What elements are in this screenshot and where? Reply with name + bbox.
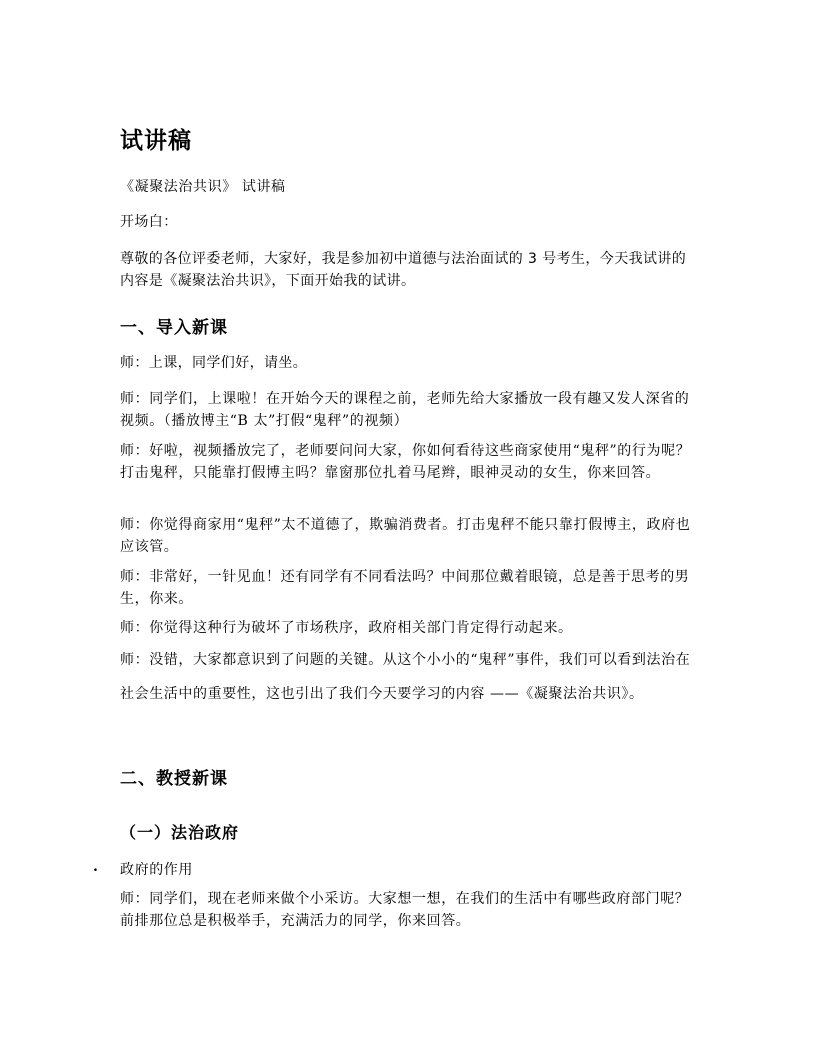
list-bullet: . bbox=[93, 859, 98, 875]
intro-paragraph-4: 师：你觉得商家用“鬼秤”太不道德了，欺骗消费者。打击鬼秤不能只靠打假博主，政府也应该管。 bbox=[120, 517, 691, 555]
intro-paragraph-1: 师：上课，同学们好，请坐。 bbox=[120, 355, 308, 371]
intro-paragraph-2: 师：同学们，上课啦！在开始今天的课程之前，老师先给大家播放一段有趣又发人深省的视频。（播放博主“B 太”打假“鬼秤”的视频） bbox=[120, 391, 690, 429]
intro-paragraph-7: 师：没错，大家都意识到了问题的关键。从这个小小的“鬼秤”事件，我们可以看到法治在社会生活中的重要性，这也引出了我们今天要学习的内容 ——《凝聚法治共识》。 bbox=[120, 652, 691, 702]
subsection-heading: （一）法治政府 bbox=[120, 823, 240, 842]
intro-paragraph-6: 师：你觉得这种行为破坏了市场秩序，政府相关部门肯定得行动起来。 bbox=[120, 620, 573, 636]
document-subtitle: 《凝聚法治共识》 试讲稿 bbox=[120, 179, 286, 195]
section-heading-teaching: 二、教授新课 bbox=[120, 769, 228, 789]
document-title: 试讲稿 bbox=[120, 128, 192, 154]
opening-label: 开场白： bbox=[120, 214, 178, 230]
opening-text: 尊敬的各位评委老师，大家好，我是参加初中道德与法治面试的 3 号考生，今天我试讲的内容是《凝聚法治共识》，下面开始我的试讲。 bbox=[120, 251, 687, 289]
teaching-paragraph-1: 师：同学们，现在老师来做个小采访。大家想一想，在我们的生活中有哪些政府部门呢？前排那位总是积极举手，充满活力的同学，你来回答。 bbox=[120, 891, 690, 929]
intro-paragraph-5: 师：非常好，一针见血！还有同学有不同看法吗？中间那位戴着眼镜，总是善于思考的男生，你来。 bbox=[120, 569, 690, 607]
bullet-title: 政府的作用 bbox=[120, 862, 193, 878]
section-heading-intro: 一、导入新课 bbox=[120, 318, 228, 338]
intro-paragraph-3: 师：好啦，视频播放完了，老师要问问大家，你如何看待这些商家使用“鬼秤”的行为呢？打击鬼秤，只能靠打假博主吗？靠窗那位扎着马尾辫，眼神灵动的女生，你来回答。 bbox=[120, 443, 691, 481]
